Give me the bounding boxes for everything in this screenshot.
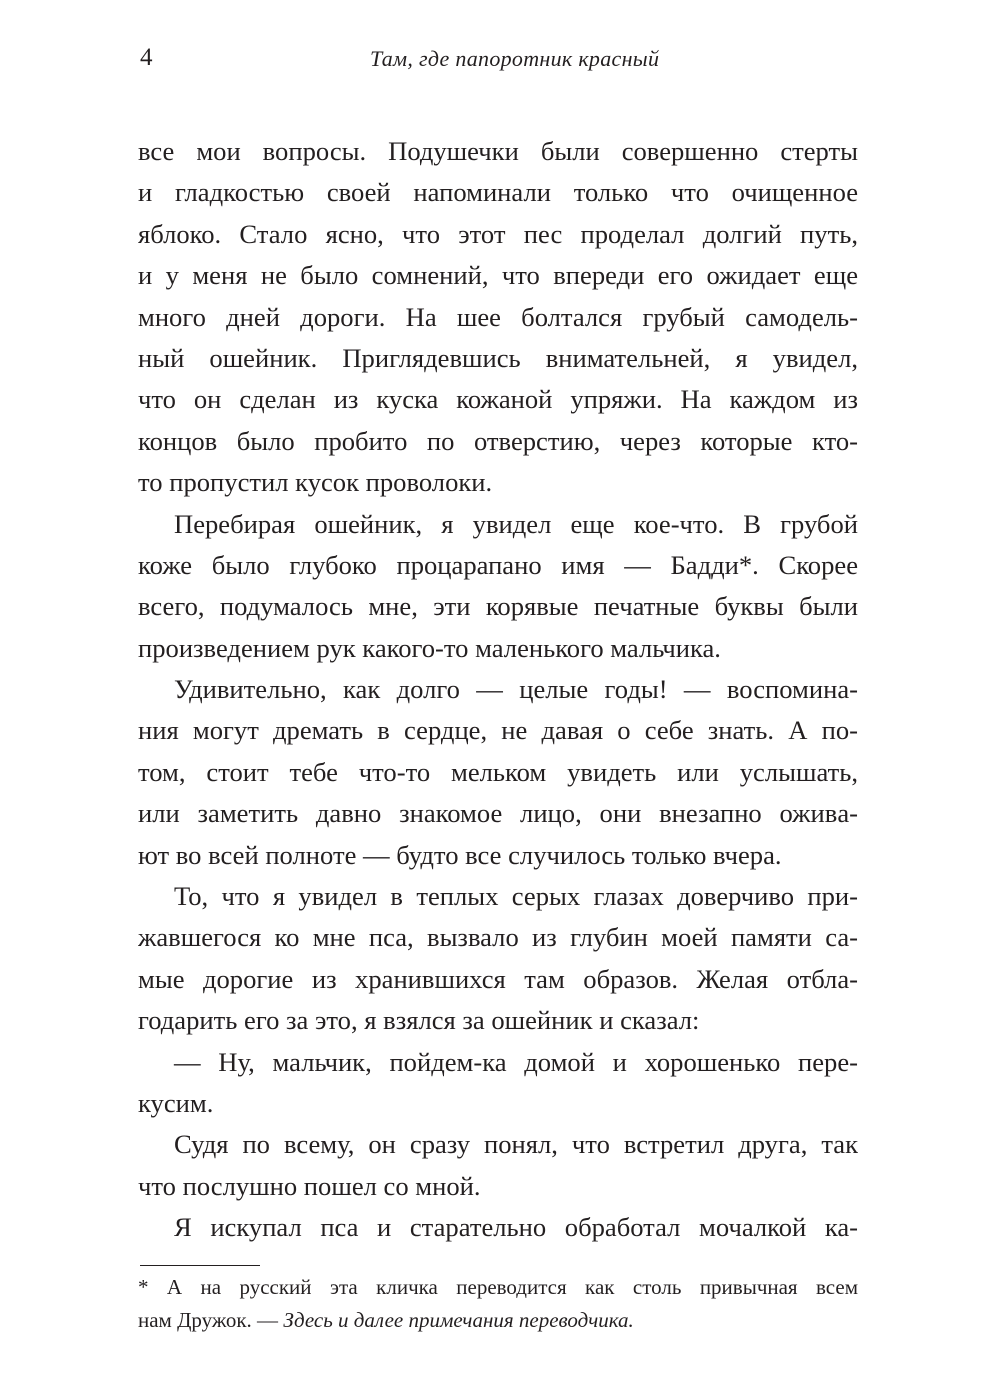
text-line: годарить его за это, я взялся за ошейник и сказал:	[138, 1005, 700, 1036]
text-line: всего, подумалось мне, эти корявые печатные буквы были	[138, 591, 858, 622]
text-line: концов было пробито по отверстию, через которые кто-	[138, 425, 858, 456]
text-line: ния могут дремать в сердце, не давая о себе знать. А по-	[138, 715, 858, 746]
text-line: и у меня не было сомнений, что впереди его ожидает еще	[138, 260, 858, 291]
footnote	[138, 1271, 858, 1337]
page-number: 4	[140, 44, 153, 71]
footnote-line: * А на русский эта кличка переводится как столь привычная всем	[138, 1275, 858, 1299]
body-text	[138, 131, 858, 1249]
footnote-divider	[140, 1265, 260, 1266]
text-line: то пропустил кусок проволоки.	[138, 467, 493, 498]
text-line: жавшегося ко мне пса, вызвало из глубин моей памяти са-	[138, 922, 858, 953]
text-line: все мои вопросы. Подушечки были совершенно стерты	[138, 136, 858, 166]
text-line: произведением рук какого-то маленького мальчика.	[138, 632, 721, 663]
text-line: мые дорогие из хранившихся там образов. Желая отбла-	[138, 963, 858, 994]
text-line: ют во всей полноте — будто все случилось только вчера.	[138, 839, 782, 870]
footnote-line	[138, 1304, 858, 1337]
running-head	[140, 40, 860, 80]
footnote-text: нам Дружок. —	[138, 1308, 284, 1332]
text-line: и гладкостью своей напоминали только что очищенное	[138, 177, 858, 208]
text-line: Перебирая ошейник, я увидел еще кое-что. В грубой	[174, 508, 858, 539]
text-line: То, что я увидел в теплых серых глазах доверчиво при-	[174, 881, 858, 912]
text-line: Я искупал пса и старательно обработал мочалкой ка-	[174, 1212, 858, 1243]
text-line: ный ошейник. Приглядевшись внимательней, я увидел,	[138, 342, 858, 373]
text-line: что он сделан из куска кожаной упряжи. На каждом из	[138, 384, 858, 415]
text-line: что послушно пошел со мной.	[138, 1170, 481, 1201]
footnote-translator-note: Здесь и далее примечания переводчика.	[283, 1308, 634, 1332]
text-line: кусим.	[138, 1087, 214, 1118]
text-line: или заметить давно знакомое лицо, они внезапно оживa-	[138, 798, 858, 829]
book-title: Там, где папоротник красный	[370, 46, 660, 71]
text-line: коже было глубоко процарапано имя — Бадди*. Скорее	[138, 549, 858, 580]
text-line: Удивительно, как долго — целые годы! — воспомина-	[174, 674, 858, 705]
text-line: яблоко. Стало ясно, что этот пес проделал долгий путь,	[138, 218, 858, 249]
text-line: — Ну, мальчик, пойдем-ка домой и хорошенько пере-	[174, 1046, 858, 1077]
text-line: том, стоит тебе что-то мельком увидеть или услышать,	[138, 756, 858, 787]
text-line: Судя по всему, он сразу понял, что встретил друга, так	[174, 1129, 858, 1160]
text-line: много дней дороги. На шее болтался грубый самодель-	[138, 301, 858, 332]
